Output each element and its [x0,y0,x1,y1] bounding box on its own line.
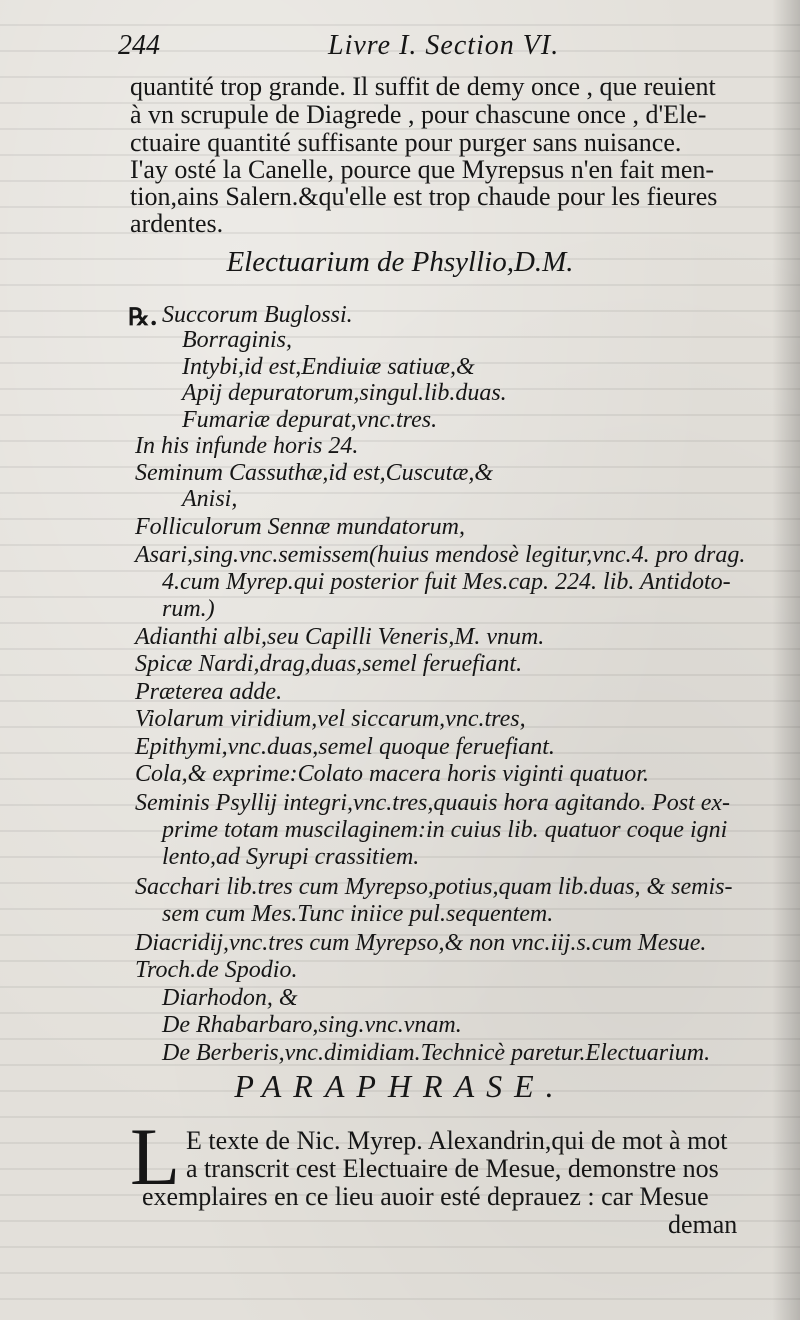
recipe-line: Præterea adde. [135,679,283,705]
intro-line: tion,ains Salern.&qu'elle est trop chaude pour les fieures [130,182,718,211]
recipe-line: Sacchari lib.tres cum Myrepso,potius,quam lib.duas, & semis- [135,874,733,900]
intro-line: à vn scrupule de Diagrede , pour chascune once , d'Ele- [130,100,707,129]
page-edge-shadow [772,0,800,1320]
paraphrase-line: a transcrit cest Electuaire de Mesue, demonstre nos [186,1154,719,1183]
paraphrase-line: deman [668,1210,738,1239]
recipe-line: Spicæ Nardi,drag,duas,semel feruefiant. [135,651,523,677]
recipe-line: 4.cum Myrep.qui posterior fuit Mes.cap. 224. lib. Antidoto- [162,569,731,595]
paraphrase-heading: PARAPHRASE. [234,1068,566,1104]
recipe-line: Seminum Cassuthæ,id est,Cuscutæ,& [135,460,494,486]
recipe-line: Asari,sing.vnc.semissem(huius mendosè legitur,vnc.4. pro drag. [135,542,746,568]
recipe-line: Succorum Buglossi. [162,302,353,328]
recipe-line: lento,ad Syrupi crassitiem. [162,844,420,870]
page-number: 244 [118,30,160,61]
recipe-line: sem cum Mes.Tunc iniice pul.sequentem. [162,901,554,927]
recipe-line: Epithymi,vnc.duas,semel quoque feruefiant. [135,734,555,760]
recipe-line: Intybi,id est,Endiuiæ satiuæ,& [182,354,475,380]
recipe-title: Electuarium de Phsyllio,D.M. [226,246,574,278]
recipe-line: De Berberis,vnc.dimidiam.Technicè paretur.Electuarium. [162,1040,711,1066]
recipe-line: Seminis Psyllij integri,vnc.tres,quauis hora agitando. Post ex- [135,790,731,816]
intro-line: ardentes. [130,209,224,238]
recipe-line: prime totam muscilaginem:in cuius lib. quatuor coque igni [162,817,728,843]
recipe-line: Diarhodon, & [162,985,298,1011]
recipe-line: Borraginis, [182,327,293,353]
paraphrase-line: exemplaires en ce lieu auoir esté deprauez : car Mesue [142,1182,709,1211]
intro-line: I'ay osté la Canelle, pource que Myrepsus n'en fait men- [130,155,715,184]
page-header [118,30,738,70]
recipe-line: Anisi, [182,486,238,512]
intro-line: ctuaire quantité suffisante pour purger sans nuisance. [130,128,682,157]
recipe-line: Diacridij,vnc.tres cum Myrepso,& non vnc.iij.s.cum Mesue. [135,930,707,956]
recipe-line: Folliculorum Sennæ mundatorum, [135,514,465,540]
recipe-line: In his infunde horis 24. [135,433,359,459]
recipe-line: De Rhabarbaro,sing.vnc.vnam. [162,1012,462,1038]
running-title: Livre I. Section VI. [328,30,560,61]
recipe-line: Violarum viridium,vel siccarum,vnc.tres, [135,706,526,732]
recipe-line: Cola,& exprime:Colato macera horis viginti quatuor. [135,761,649,787]
recipe-line: rum.) [162,596,215,622]
recipe-line: Troch.de Spodio. [135,957,298,983]
recipe-line: Adianthi albi,seu Capilli Veneris,M. vnum. [135,624,545,650]
drop-cap: L [130,1111,181,1202]
recipe-line: Apij depuratorum,singul.lib.duas. [182,380,507,406]
intro-line: quantité trop grande. Il suffit de demy once , que reuient [130,72,716,101]
paraphrase-line: E texte de Nic. Myrep. Alexandrin,qui de mot à mot [186,1126,728,1155]
recipe-line: Fumariæ depurat,vnc.tres. [182,407,438,433]
recipe-symbol: ℞. [128,302,158,331]
